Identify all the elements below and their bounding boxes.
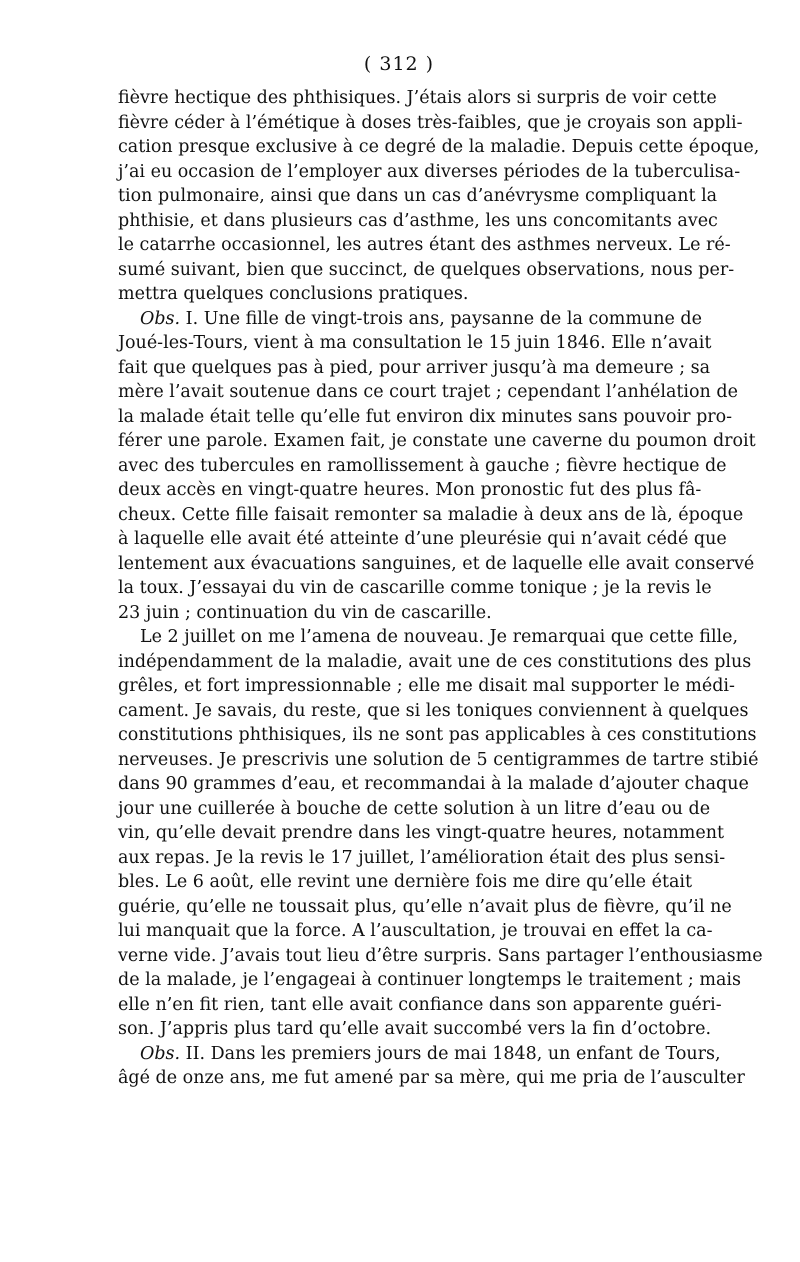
text-line [118,1042,721,1067]
line-text: bles. Le 6 août, elle revint une dernière fois me dire qu’elle était [118,872,693,892]
line-text: grêles, et fort impressionnable ; elle me disait mal supporter le médi- [118,676,735,696]
text-line [118,650,752,675]
text-line [118,870,693,895]
line-text: nerveuses. Je prescrivis une solution de 5 centigrammes de tartre stibié [118,749,759,770]
text-line [118,1066,745,1091]
text-line [118,601,680,626]
text-line [118,429,756,454]
line-text: cament. Je savais, du reste, que si les toniques conviennent à quelques [118,700,749,721]
line-text: II. Dans les premiers jours de mai 1848, un enfant de Tours, [180,1043,721,1064]
text-line [118,380,738,405]
text-line [118,184,718,209]
text-line [118,135,760,160]
line-text: Le 2 juillet on me l’amena de nouveau. Je remarquai que cette fille, [140,627,739,647]
text-line [118,331,712,356]
line-text: mère l’avait soutenue dans ce court trajet ; cependant l’anhélation de [118,382,738,402]
text-line [118,846,726,871]
line-text: mettra quelques conclusions pratiques. [118,284,469,304]
line-text: constitutions phthisiques, ils ne sont pas applicables à ces constitutions [118,725,757,745]
line-text: cation presque exclusive à ce degré de la maladie. Depuis cette époque, [118,137,760,157]
document-page [118,52,763,1091]
line-text: Joué-les-Tours, vient à ma consultation le 15 juin 1846. Elle n’avait [118,333,712,353]
text-line [118,86,717,111]
line-text: indépendamment de la maladie, avait une de ces constitutions des plus [118,651,752,672]
text-line [118,895,732,920]
text-line [118,821,725,846]
line-text: phthisie, et dans plusieurs cas d’asthme, les uns concomitants avec [118,210,718,231]
text-line [118,209,718,234]
line-text: tion pulmonaire, ainsi que dans un cas d’anévrysme compliquant la [118,186,718,206]
line-text: I. Une fille de vingt-trois ans, paysanne de la commune de [180,308,702,329]
text-line [118,919,713,944]
line-text: âgé de onze ans, me fut amené par sa mère, qui me pria de l’ausculter [118,1068,745,1088]
text-line [118,674,735,699]
line-text: jour une cuillerée à bouche de cette solution à un litre d’eau ou de [118,798,711,819]
text-line [118,625,739,650]
observation-label: Obs. [140,1043,181,1064]
line-text: aux repas. Je la revis le 17 juillet, l’amélioration était des plus sensi- [118,847,726,868]
text-line [118,968,741,993]
text-line [118,772,749,797]
line-text: lentement aux évacuations sanguines, et de laquelle elle avait conservé [118,553,755,574]
line-text: fièvre céder à l’émétique à doses très-faibles, que je croyais son appli- [118,112,743,133]
text-line [118,699,749,724]
text-line [118,944,763,969]
line-text: de la malade, je l’engageai à continuer longtemps le traitement ; mais [118,970,741,990]
text-line [118,258,735,283]
line-text: fait que quelques pas à pied, pour arriver jusqu’à ma demeure ; sa [118,357,711,378]
line-text: sumé suivant, bien que succinct, de quelques observations, nous per- [118,259,735,280]
text-line [118,233,731,258]
text-line [118,454,727,479]
line-text: à laquelle elle avait été atteinte d’une pleurésie qui n’avait cédé que [118,529,727,549]
text-line [118,748,759,773]
line-text: deux accès en vingt-quatre heures. Mon pronostic fut des plus fâ- [118,480,702,500]
line-text: la malade était telle qu’elle fut environ dix minutes sans pouvoir pro- [118,406,733,427]
text-line [118,552,755,577]
line-text: lui manquait que la force. A l’auscultation, je trouvai en effet la ca- [118,921,713,941]
line-text: cheux. Cette fille faisait remonter sa maladie à deux ans de là, époque [118,504,744,525]
line-text: dans 90 grammes d’eau, et recommandai à la malade d’ajouter chaque [118,774,749,794]
line-text: le catarrhe occasionnel, les autres étant des asthmes nerveux. Le ré- [118,235,731,255]
text-line [118,478,702,503]
line-text: la toux. J’essayai du vin de cascarille comme tonique ; je la revis le [118,578,712,598]
text-line [118,160,741,185]
text-line [118,723,757,748]
line-text: son. J’appris plus tard qu’elle avait succombé vers la fin d’octobre. [118,1019,712,1039]
text-line [118,1017,712,1042]
text-line [118,356,711,381]
text-line [118,307,702,332]
text-line [118,576,712,601]
body-text [118,86,763,1091]
line-text: elle n’en fit rien, tant elle avait confiance dans son apparente guéri- [118,994,722,1015]
text-line [118,405,733,430]
line-text: 23 juin ; continuation du vin de cascarille. [118,602,492,623]
line-text: fièvre hectique des phthisiques. J’étais alors si surpris de voir cette [118,88,717,108]
line-text: guérie, qu’elle ne toussait plus, qu’elle n’avait plus de fièvre, qu’il ne [118,896,732,917]
line-text: férer une parole. Examen fait, je constate une caverne du poumon droit [118,431,756,451]
line-text: j’ai eu occasion de l’employer aux diverses périodes de la tuberculisa- [118,161,741,182]
line-text: verne vide. J’avais tout lieu d’être surpris. Sans partager l’enthousiasme [118,945,763,966]
text-line [118,282,680,307]
text-line [118,503,744,528]
page-number: ( 312 ) [363,53,435,75]
text-line [118,111,743,136]
line-text: avec des tubercules en ramollissement à gauche ; fièvre hectique de [118,455,727,476]
line-text: vin, qu’elle devait prendre dans les vingt-quatre heures, notamment [118,823,725,843]
text-line [118,993,722,1018]
text-line [118,797,711,822]
text-line [118,527,727,552]
observation-label: Obs. [140,308,181,329]
